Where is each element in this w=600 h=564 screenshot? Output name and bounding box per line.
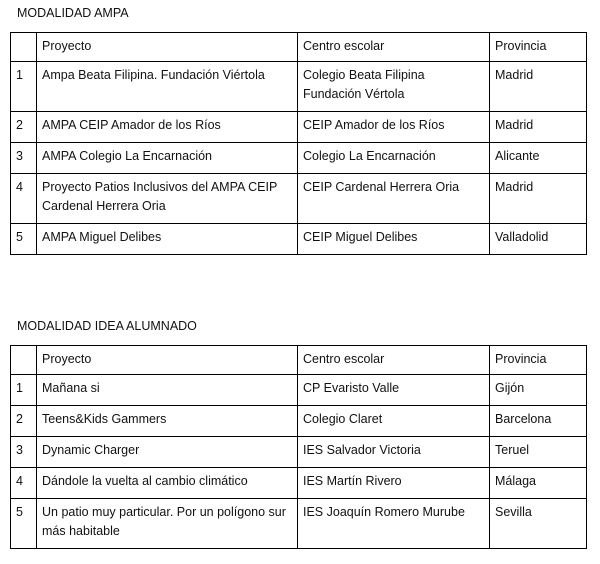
header-provincia: Provincia	[490, 33, 587, 62]
cell-num: 1	[11, 62, 37, 112]
table-row	[11, 62, 587, 112]
table-row	[11, 112, 587, 143]
header-proyecto: Proyecto	[37, 346, 298, 375]
cell-num: 5	[11, 224, 37, 255]
cell-provincia: Málaga	[490, 468, 587, 499]
cell-provincia: Madrid	[490, 174, 587, 224]
cell-centro: Colegio La Encarnación	[298, 143, 490, 174]
table-row	[11, 174, 587, 224]
cell-num: 2	[11, 112, 37, 143]
table-header-row	[11, 33, 587, 62]
cell-num: 3	[11, 437, 37, 468]
cell-proyecto: AMPA CEIP Amador de los Ríos	[37, 112, 298, 143]
cell-provincia: Valladolid	[490, 224, 587, 255]
header-proyecto: Proyecto	[37, 33, 298, 62]
cell-centro: IES Salvador Victoria	[298, 437, 490, 468]
cell-proyecto: Un patio muy particular. Por un polígono sur más habitable	[37, 499, 298, 549]
cell-centro: CEIP Miguel Delibes	[298, 224, 490, 255]
table-row	[11, 406, 587, 437]
cell-provincia: Sevilla	[490, 499, 587, 549]
header-num	[11, 346, 37, 375]
cell-provincia: Gijón	[490, 375, 587, 406]
cell-proyecto: Mañana si	[37, 375, 298, 406]
cell-provincia: Teruel	[490, 437, 587, 468]
cell-proyecto: AMPA Miguel Delibes	[37, 224, 298, 255]
cell-proyecto: Dynamic Charger	[37, 437, 298, 468]
cell-provincia: Barcelona	[490, 406, 587, 437]
table-row	[11, 375, 587, 406]
table-row	[11, 143, 587, 174]
cell-centro: CEIP Cardenal Herrera Oria	[298, 174, 490, 224]
header-centro: Centro escolar	[298, 33, 490, 62]
cell-centro: Colegio Beata Filipina Fundación Vértola	[298, 62, 490, 112]
cell-provincia: Madrid	[490, 62, 587, 112]
table-row	[11, 437, 587, 468]
cell-num: 4	[11, 174, 37, 224]
table-row	[11, 468, 587, 499]
table-header-row	[11, 346, 587, 375]
table-row	[11, 224, 587, 255]
section-title-ampa: MODALIDAD AMPA	[17, 6, 129, 20]
cell-num: 2	[11, 406, 37, 437]
cell-proyecto: Dándole la vuelta al cambio climático	[37, 468, 298, 499]
table-row	[11, 499, 587, 549]
cell-centro: IES Joaquín Romero Murube	[298, 499, 490, 549]
cell-centro: IES Martín Rivero	[298, 468, 490, 499]
cell-num: 3	[11, 143, 37, 174]
cell-centro: Colegio Claret	[298, 406, 490, 437]
cell-num: 4	[11, 468, 37, 499]
cell-proyecto: Proyecto Patios Inclusivos del AMPA CEIP Cardenal Herrera Oria	[37, 174, 298, 224]
header-num	[11, 33, 37, 62]
section-title-idea-alumnado: MODALIDAD IDEA ALUMNADO	[17, 319, 197, 333]
cell-num: 1	[11, 375, 37, 406]
cell-provincia: Alicante	[490, 143, 587, 174]
cell-proyecto: AMPA Colegio La Encarnación	[37, 143, 298, 174]
table-idea-alumnado	[10, 345, 587, 549]
cell-num: 5	[11, 499, 37, 549]
header-provincia: Provincia	[490, 346, 587, 375]
cell-proyecto: Ampa Beata Filipina. Fundación Viértola	[37, 62, 298, 112]
cell-centro: CP Evaristo Valle	[298, 375, 490, 406]
cell-centro: CEIP Amador de los Ríos	[298, 112, 490, 143]
cell-proyecto: Teens&Kids Gammers	[37, 406, 298, 437]
cell-provincia: Madrid	[490, 112, 587, 143]
table-ampa	[10, 32, 587, 255]
header-centro: Centro escolar	[298, 346, 490, 375]
